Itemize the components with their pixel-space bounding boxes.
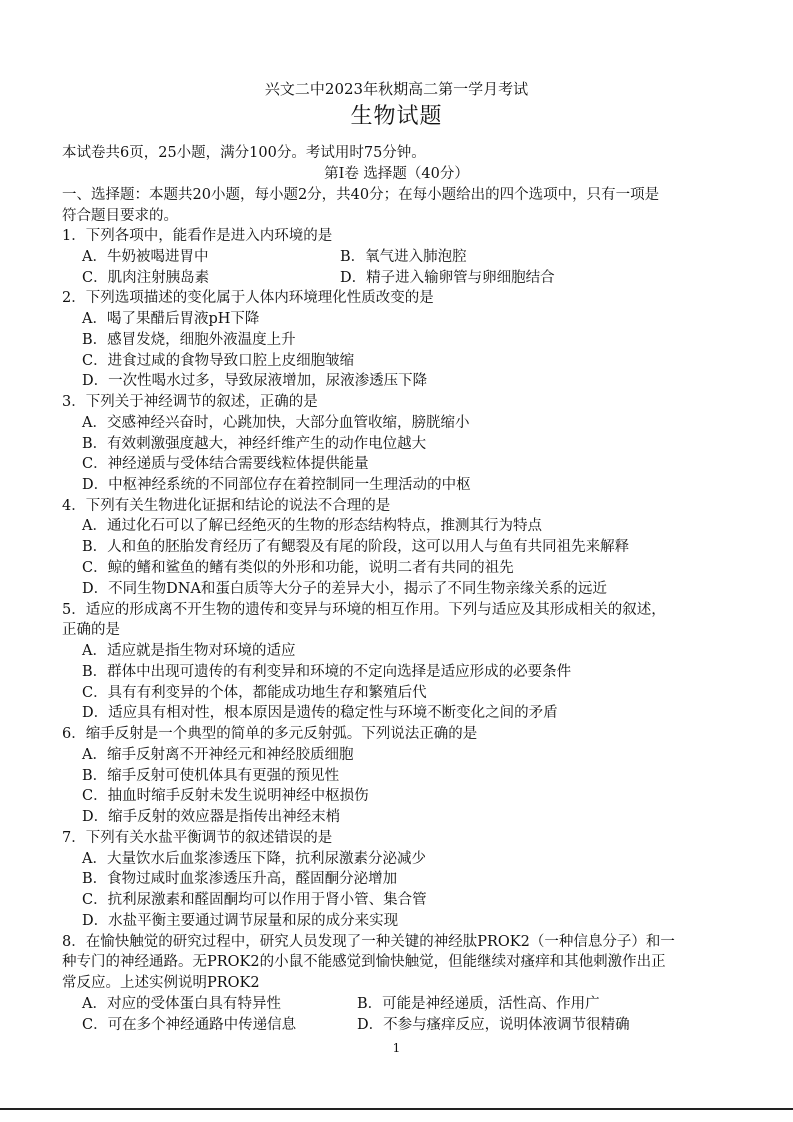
- option-c: C．神经递质与受体结合需要线粒体提供能量: [82, 456, 369, 472]
- option-d: D．一次性喝水过多，导致尿液增加，尿液渗透压下降: [82, 373, 428, 389]
- option-a: A．适应就是指生物对环境的适应: [82, 643, 296, 659]
- question-stem: 1．下列各项中，能看作是进入内环境的是: [62, 228, 333, 244]
- subject-title: 生物试题: [350, 104, 443, 129]
- school-title: 兴文二中2023年秋期高二第一学月考试: [264, 80, 529, 98]
- question-stem: 4．下列有关生物进化证据和结论的说法不合理的是: [62, 498, 391, 514]
- option-d: D．水盐平衡主要通过调节尿量和尿的成分来实现: [82, 913, 399, 929]
- option-b: B．有效刺激强度越大，神经纤维产生的动作电位越大: [82, 436, 427, 452]
- option-c: C．鲸的鳍和鲨鱼的鳍有类似的外形和功能，说明二者有共同的祖先: [82, 560, 514, 576]
- option-c: C．进食过咸的食物导致口腔上皮细胞皱缩: [82, 353, 355, 369]
- section-instruction: 一、选择题：本题共20小题，每小题2分，共40分；在每小题给出的四个选项中，只有一项是: [62, 187, 660, 203]
- option-c: C．抽血时缩手反射未发生说明神经中枢损伤: [82, 788, 369, 804]
- option-b: B．人和鱼的胚胎发育经历了有鳃裂及有尾的阶段，这可以用人与鱼有共同祖先来解释: [82, 539, 630, 555]
- option-d: D．适应具有相对性，根本原因是遗传的稳定性与环境不断变化之间的矛盾: [82, 705, 558, 721]
- question-stem: 2．下列选项描述的变化属于人体内环境理化性质改变的是: [62, 290, 434, 306]
- question-stem: 正确的是: [62, 622, 120, 638]
- option-d: D．缩手反射的效应器是指传出神经末梢: [82, 809, 341, 825]
- option-c: C．可在多个神经通路中传递信息: [82, 1017, 297, 1033]
- question-stem: 种专门的神经通路。无PROK2的小鼠不能感觉到愉快触觉，但能继续对瘙痒和其他刺激作出正: [62, 954, 666, 970]
- question-stem: 7．下列有关水盐平衡调节的叙述错误的是: [62, 830, 333, 846]
- question-stem: 5．适应的形成离不开生物的遗传和变异与环境的相互作用。下列与适应及其形成相关的叙述，: [62, 602, 666, 618]
- option-a: A．对应的受体蛋白具有特异性: [82, 996, 281, 1012]
- option-b: B．可能是神经递质，活性高、作用广: [357, 996, 600, 1012]
- question-stem: 8．在愉快触觉的研究过程中，研究人员发现了一种关键的神经肽PROK2（一种信息分子）和一: [62, 934, 675, 950]
- question-stem: 3．下列关于神经调节的叙述，正确的是: [62, 394, 318, 410]
- question-stem: 常反应。上述实例说明PROK2: [62, 975, 260, 991]
- option-a: A．牛奶被喝进胃中: [82, 249, 209, 265]
- option-a: A．缩手反射离不开神经元和神经胶质细胞: [82, 747, 354, 763]
- page-number: 1: [392, 1041, 401, 1055]
- option-c: C．具有有利变异的个体，都能成功地生存和繁殖后代: [82, 685, 427, 701]
- option-d: D．精子进入输卵管与卵细胞结合: [340, 270, 555, 286]
- option-a: A．喝了果醋后胃液pH下降: [82, 311, 260, 327]
- option-b: B．氧气进入肺泡腔: [340, 249, 467, 265]
- option-b: B．缩手反射可使机体具有更强的预见性: [82, 768, 340, 784]
- option-b: B．群体中出现可遗传的有利变异和环境的不定向选择是适应形成的必要条件: [82, 664, 572, 680]
- option-d: D．中枢神经系统的不同部位存在着控制同一生理活动的中枢: [82, 477, 471, 493]
- option-b: B．食物过咸时血浆渗透压升高，醛固酮分泌增加: [82, 871, 398, 887]
- option-b: B．感冒发烧，细胞外液温度上升: [82, 332, 296, 348]
- bottom-divider: [0, 1108, 793, 1110]
- exam-intro: 本试卷共6页，25小题，满分100分。考试用时75分钟。: [62, 145, 426, 161]
- section-title: 第I卷 选择题（40分）: [324, 166, 469, 182]
- section-instruction: 符合题目要求的。: [62, 208, 178, 224]
- question-stem: 6．缩手反射是一个典型的简单的多元反射弧。下列说法正确的是: [62, 726, 478, 742]
- option-a: A．交感神经兴奋时，心跳加快，大部分血管收缩，膀胱缩小: [82, 415, 470, 431]
- option-a: A．大量饮水后血浆渗透压下降，抗利尿激素分泌减少: [82, 851, 426, 867]
- option-c: C．肌肉注射胰岛素: [82, 270, 210, 286]
- option-c: C．抗利尿激素和醛固酮均可以作用于肾小管、集合管: [82, 892, 427, 908]
- option-d: D．不参与瘙痒反应，说明体液调节很精确: [357, 1017, 630, 1033]
- option-d: D．不同生物DNA和蛋白质等大分子的差异大小，揭示了不同生物亲缘关系的远近: [82, 581, 607, 597]
- option-a: A．通过化石可以了解已经绝灭的生物的形态结构特点，推测其行为特点: [82, 518, 542, 534]
